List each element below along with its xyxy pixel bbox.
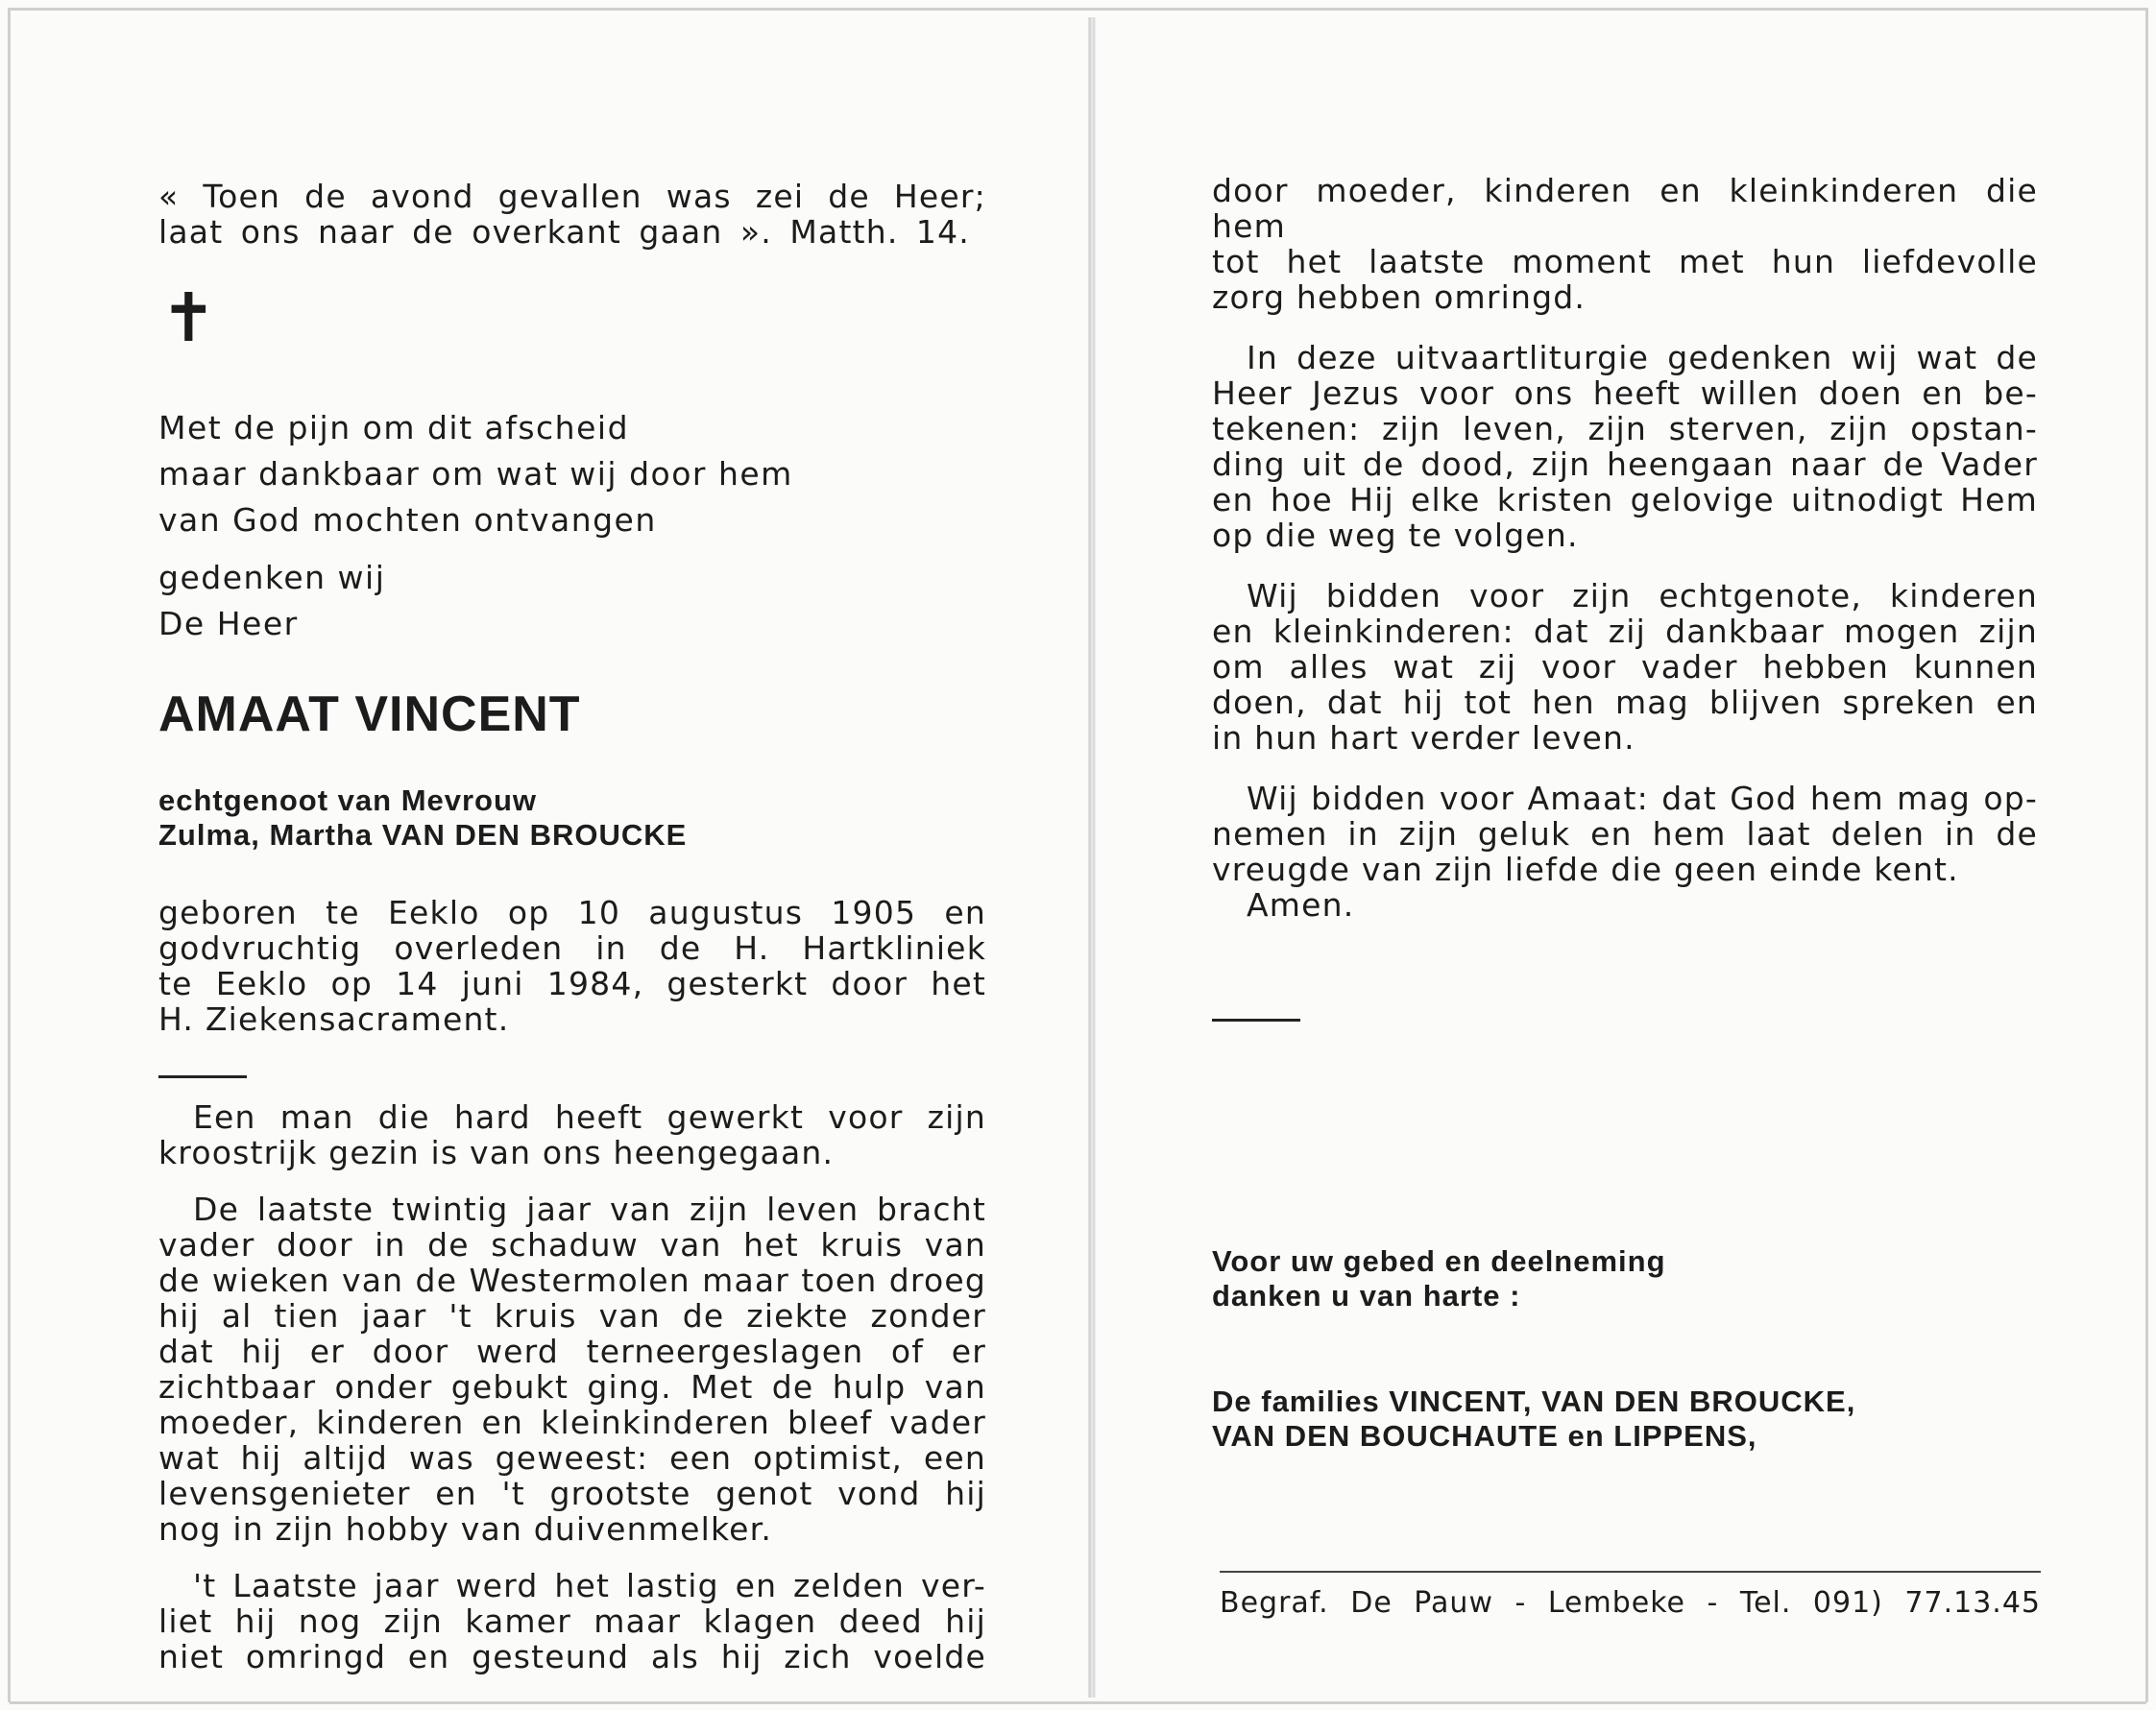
spouse-line: Zulma, Martha VAN DEN BROUCKE [158, 818, 688, 852]
intro-line: Met de pijn om dit afscheid [158, 409, 630, 446]
text-line: door moeder, kinderen en kleinkinderen die hem [1212, 172, 2038, 245]
text-line: Een man die hard heeft gewerkt voor zijn [193, 1098, 986, 1136]
text-line: wat hij altijd was geweest: een optimist, een [158, 1439, 986, 1477]
text-line: doen, dat hij tot hen mag blijven spreken en [1212, 684, 2038, 721]
gedenken-line: gedenken wij [158, 559, 386, 596]
text-line: vreugde van zijn liefde die geen einde kent. [1212, 851, 1959, 888]
text-line: ding uit de dood, zijn heengaan naar de Vader [1212, 446, 2038, 483]
text-line: niet omringd en gesteund als hij zich voelde [158, 1638, 986, 1675]
text-line: kroostrijk gezin is van ons heengegaan. [158, 1134, 835, 1171]
text-line: moeder, kinderen en kleinkinderen bleef vader [158, 1404, 986, 1441]
paragraph [1212, 578, 2038, 756]
text-line: Wij bidden voor Amaat: dat God hem mag op- [1247, 780, 2038, 817]
deceased-name: AMAAT VINCENT [158, 686, 581, 742]
families-line: VAN DEN BOUCHAUTE en LIPPENS, [1212, 1419, 1757, 1453]
text-line: tot het laatste moment met hun liefdevolle [1212, 243, 2038, 280]
card-edge-right [2145, 8, 2148, 1702]
gedenken-line: De Heer [158, 605, 299, 642]
born-line: te Eeklo op 14 juni 1984, gesterkt door het [158, 965, 986, 1002]
text-line: de wieken van de Westermolen maar toen droeg [158, 1262, 986, 1299]
text-line: nemen in zijn geluk en hem laat delen in de [1212, 815, 2038, 853]
paragraph [158, 1192, 986, 1547]
paragraph [1212, 173, 2038, 315]
born-line: geboren te Eeklo op 10 augustus 1905 en [158, 894, 986, 931]
footer-rule [1220, 1571, 2041, 1573]
printer-credit: Begraf. De Pauw - Lembeke - Tel. 091) 77.13.45 [1220, 1586, 2041, 1620]
cross-icon: ✝ [160, 278, 217, 357]
quote-line: laat ons naar de overkant gaan ». Matth. 14. [158, 213, 970, 251]
text-line: levensgenieter en 't grootste genot vond hij [158, 1475, 986, 1512]
intro-line: van God mochten ontvangen [158, 501, 657, 539]
card-edge-left [8, 8, 11, 1702]
born-line: H. Ziekensacrament. [158, 1000, 510, 1038]
paragraph [1212, 340, 2038, 553]
text-line: Wij bidden voor zijn echtgenote, kinderen [1247, 577, 2038, 614]
intro-lines [158, 405, 986, 543]
card-edge-top [10, 8, 2146, 11]
families-block [1212, 1385, 2038, 1454]
text-line: Amen. [1247, 886, 1355, 924]
thanks-line: danken u van harte : [1212, 1279, 1521, 1313]
divider [158, 1075, 247, 1078]
families-line: De families VINCENT, VAN DEN BROUCKE, [1212, 1385, 1856, 1418]
quote-line: « Toen de avond gevallen was zei de Heer; [158, 178, 986, 215]
text-line: dat hij er door werd terneergeslagen of er [158, 1333, 986, 1370]
right-page [1212, 173, 2038, 1454]
text-line: In deze uitvaartliturgie gedenken wij wat de [1247, 339, 2038, 376]
paragraph [158, 1568, 986, 1674]
gedenken-lines [158, 555, 986, 647]
text-line: tekenen: zijn leven, zijn sterven, zijn opstan- [1212, 410, 2038, 447]
text-line: nog in zijn hobby van duivenmelker. [158, 1510, 773, 1548]
text-line: en hoe Hij elke kristen gelovige uitnodigt Hem [1212, 481, 2038, 518]
text-line: hij al tien jaar 't kruis van de ziekte zonder [158, 1297, 986, 1335]
text-line: op die weg te volgen. [1212, 517, 1579, 554]
intro-line: maar dankbaar om wat wij door hem [158, 455, 793, 493]
text-line: liet hij nog zijn kamer maar klagen deed hij [158, 1602, 986, 1640]
text-line: 't Laatste jaar werd het lastig en zelden ver- [193, 1567, 986, 1604]
birth-death-info [158, 895, 986, 1037]
thanks-block [1212, 1244, 2038, 1313]
paragraph [158, 1099, 986, 1170]
text-line: De laatste twintig jaar van zijn leven bracht [193, 1191, 986, 1228]
paragraph [1212, 781, 2038, 923]
card-edge-bottom [10, 1701, 2146, 1704]
text-line: Heer Jezus voor ons heeft willen doen en be- [1212, 374, 2038, 412]
left-page [158, 173, 986, 1696]
text-line: en kleinkinderen: dat zij dankbaar mogen zijn [1212, 613, 2038, 650]
text-line: vader door in de schaduw van het kruis van [158, 1226, 986, 1264]
text-line: zichtbaar onder gebukt ging. Met de hulp van [158, 1368, 986, 1406]
born-line: godvruchtig overleden in de H. Hartkliniek [158, 929, 986, 967]
thanks-line: Voor uw gebed en deelneming [1212, 1244, 1666, 1278]
bible-quote [158, 179, 986, 250]
text-line: zorg hebben omringd. [1212, 278, 1587, 316]
text-line: om alles wat zij voor vader hebben kunnen [1212, 648, 2038, 686]
text-line: in hun hart verder leven. [1212, 719, 1635, 757]
spouse-line: echtgenoot van Mevrouw [158, 783, 538, 817]
center-fold [1088, 17, 1096, 1698]
spouse-info [158, 783, 986, 853]
divider [1212, 1019, 1300, 1022]
